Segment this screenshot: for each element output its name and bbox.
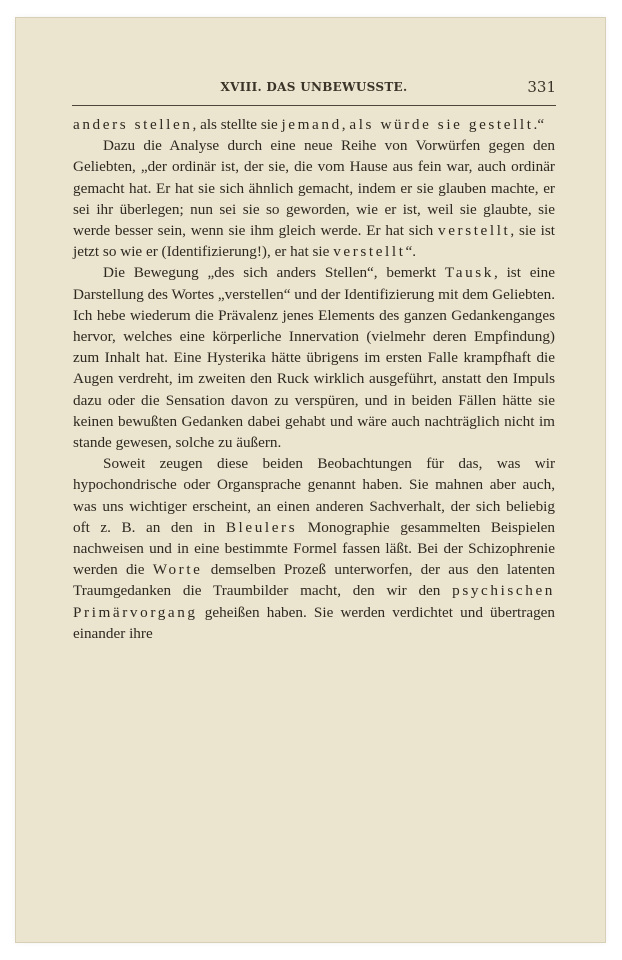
text-run: , ist eine Darstellung des Wortes „verstellen“ und der Identifizierung mit dem Geliebten. Ich hebe wiederum die Prävalenz jenes Elements des ganzen Gedankenganges hervor, welches eine körperliche Innervation (vielmehr deren Empfindung) zum Inhalt hat. Eine Hysterika hätte übrigens im ersten Falle krampfhaft die Augen verdreht, im zweiten den Ruck wirklich ausgeführt, anstatt den Impuls dazu oder die Sensation davon zu verspüren, und in beiden Fällen hätte sie keinen bewußten Gedanken dabei gehabt und wäre auch nachträglich nicht im stande gewesen, solche zu äußern. (73, 264, 555, 452)
paragraph (73, 114, 555, 135)
running-header (72, 78, 556, 100)
text-run: Monographie gesammelten Beispielen nachweisen und in eine bestimmte Formel fassen läßt. Bei der Schizophrenie werden die (73, 518, 555, 579)
spaced-emphasis: psychischen Primärvorgang (73, 582, 555, 621)
spaced-emphasis: Worte (152, 561, 203, 579)
text-run: geheißen haben. Sie werden verdichtet und übertragen einander ihre (73, 603, 555, 642)
body-text (73, 114, 555, 644)
text-run: , sie ist jetzt so wie er (Identifizierung!), er hat sie (73, 222, 555, 261)
chapter-title: XVIII. DAS UNBEWUSSTE. (220, 80, 408, 94)
text-run: demselben Prozeß unterworfen, der aus den latenten Traumgedanken die Traumbilder macht, den wir den (73, 561, 555, 600)
spaced-emphasis: Bleulers (225, 518, 298, 536)
spaced-emphasis: verstellt (333, 243, 406, 261)
spaced-emphasis: als würde sie gestellt (349, 116, 534, 133)
header-rule (72, 105, 556, 106)
spaced-emphasis: Tausk (444, 264, 494, 282)
text-run: , (341, 116, 350, 133)
spaced-emphasis: jemand (281, 116, 342, 133)
paragraph (73, 453, 555, 644)
book-page (16, 18, 605, 942)
text-run: .“ (533, 116, 545, 133)
text-run: , als stellte sie (192, 116, 282, 133)
text-run: Die Bewegung „des sich anders Stellen“, bemerkt (103, 264, 445, 282)
paragraph (73, 262, 555, 453)
spaced-emphasis: verstellt (438, 222, 511, 240)
text-run: Dazu die Analyse durch eine neue Reihe von Vorwürfen gegen den Geliebten, „der ordinär ist, der sie, die vom Hause aus fein war, auch ordinär gemacht hat. Er hat sie sich ähnlich gemacht, indem er sie glauben machte, er sei ihr überlegen; nun sei sie so geworden, wie er ist, weil sie glaubte, sie werde besser sein, wenn sie ihm gleich werde. Er hat sich (73, 137, 555, 240)
text-run: “. (405, 243, 417, 261)
page-number: 331 (527, 78, 556, 96)
paragraph (73, 135, 555, 262)
text-run: Soweit zeugen diese beiden Beobachtungen für das, was wir hypochondrische oder Organsprache genannt haben. Sie mahnen aber auch, was uns wichtiger erscheint, an einen anderen Sachverhalt, der sich beliebig oft z. B. an den in (73, 455, 555, 536)
spaced-emphasis: anders stellen (73, 116, 193, 133)
